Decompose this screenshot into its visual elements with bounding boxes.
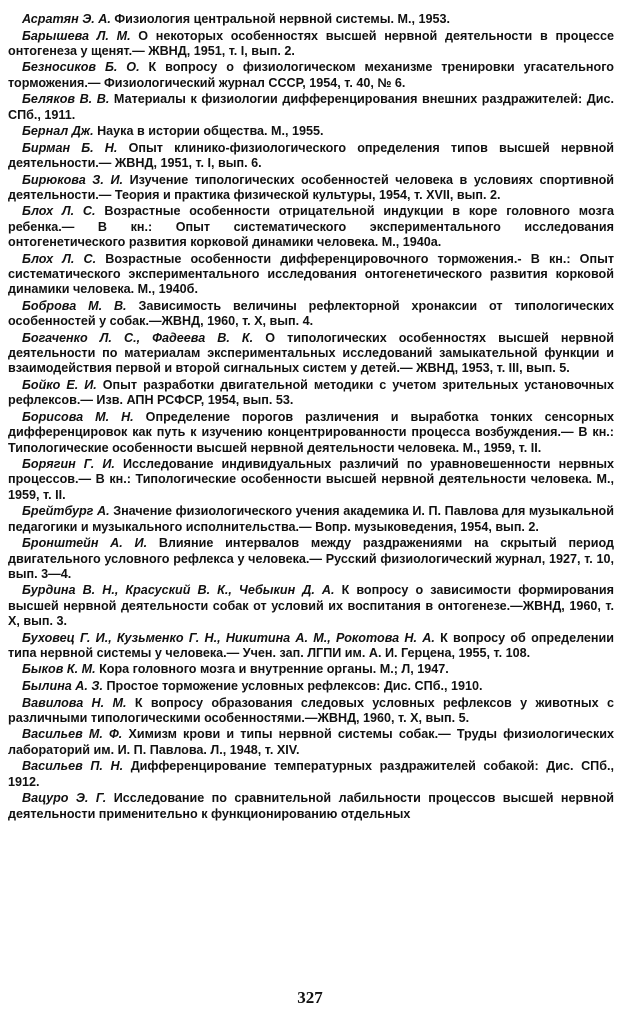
bibliography-entry	[8, 331, 614, 377]
entry-text: Опыт клинико-физиологического определения типов высшей нервной деятельности.— ЖВНД, 1951, т. I, вып. 6.	[8, 140, 615, 171]
entry-text: Исследование по сравнительной лабильности процессов высшей нервной деятельности применительно к функционированию отдельных	[8, 791, 615, 821]
entry-author: Блох Л. С.	[22, 204, 96, 219]
bibliography-entry	[8, 727, 614, 758]
entry-author: Боброва М. В.	[22, 298, 127, 313]
bibliography-entry	[8, 173, 614, 204]
entry-author: Бирман Б. Н.	[22, 140, 118, 155]
bibliography-entry	[8, 631, 614, 662]
entry-author: Богаченко Л. С., Фадеева В. К.	[22, 330, 254, 345]
entry-text: К вопросу о физиологическом механизме тренировки угасательного торможения.— Физиологический журнал СССР, 1954, т. 40, № 6.	[8, 60, 614, 90]
entry-text: Физиология центральной нервной системы. М., 1953.	[114, 12, 451, 26]
entry-author: Бурдина В. Н., Красуский В. К., Чебыкин Д. А.	[22, 583, 335, 598]
entry-text: Наука в истории общества. М., 1955.	[97, 124, 324, 139]
bibliography-list	[8, 12, 614, 823]
bibliography-entry	[8, 141, 614, 172]
entry-author: Былина А. З.	[22, 679, 103, 693]
bibliography-entry	[8, 696, 614, 727]
entry-author: Бирюкова З. И.	[22, 172, 124, 187]
bibliography-entry	[8, 204, 614, 250]
entry-author: Бронштейн А. И.	[22, 536, 148, 551]
entry-text: Значение физиологического учения академика И. П. Павлова для музыкальной педагогики и музыкального исполнительства.— Вопр. музыковедения, 1954, вып. 2.	[8, 504, 614, 534]
bibliography-entry	[8, 12, 614, 27]
bibliography-entry	[8, 378, 614, 409]
entry-author: Бернал Дж.	[22, 124, 94, 139]
entry-author: Безносиков Б. О.	[22, 60, 140, 75]
entry-text: Изучение типологических особенностей человека в условиях спортивной деятельности.— Теория и практика физической культуры, 1954, т. XVII, вып. 2.	[8, 172, 615, 202]
bibliography-entry	[8, 124, 614, 139]
entry-text: Материалы к физиологии дифференцирования внешних раздражителей: Дис. СПб., 1911.	[8, 92, 614, 122]
bibliography-entry	[8, 29, 614, 60]
entry-author: Вацуро Э. Г.	[22, 791, 107, 806]
bibliography-entry	[8, 410, 614, 456]
entry-author: Бойко Е. И.	[22, 377, 97, 392]
entry-author: Блох Л. С.	[22, 251, 97, 266]
page-number: 327	[297, 988, 323, 1007]
entry-text: Зависимость величины рефлекторной хронаксии от типологических особенностей у собак.—ЖВНД, 1960, т. X, вып. 4.	[8, 298, 614, 329]
entry-author: Борягин Г. И.	[22, 457, 115, 472]
entry-author: Васильев П. Н.	[22, 759, 124, 774]
bibliography-entry	[8, 60, 614, 91]
bibliography-entry	[8, 662, 614, 677]
entry-author: Борисова М. Н.	[22, 409, 134, 424]
entry-text: Влияние интервалов между раздражениями на скрытый период двигательного условного рефлекса у человека.— Русский физиологический журнал, 1927, т. 10, вып. 3—4.	[8, 536, 615, 581]
entry-text: К вопросу образования следовых условных рефлексов у животных с различными типологическими особенностями.—ЖВНД, 1960, т. X, вып. 5.	[8, 695, 614, 725]
entry-author: Асратян Э. А.	[22, 12, 111, 26]
bibliography-entry	[8, 457, 614, 503]
bibliography-entry	[8, 92, 614, 123]
bibliography-entry	[8, 791, 614, 822]
entry-text: Дифференцирование температурных раздражителей собакой: Дис. СПб., 1912.	[8, 759, 615, 789]
entry-text: Простое торможение условных рефлексов: Дис. СПб., 1910.	[106, 679, 483, 693]
entry-text: О типологических особенностях высшей нервной деятельности по материалам экспериментальных исследований замыкательной функции и взаимодействия первой и второй сигнальных систем у детей.— ЖВНД, 1953, т. III, вып. 5.	[8, 330, 614, 376]
entry-author: Быков К. М.	[22, 662, 96, 677]
bibliography-entry	[8, 299, 614, 330]
entry-text: Химизм крови и типы нервной системы собак.— Труды физиологических лабораторий им. И. П. Павлова. Л., 1948, т. XIV.	[8, 727, 614, 757]
entry-author: Буховец Г. И., Кузьменко Г. Н., Никитина А. М., Рокотова Н. А.	[22, 630, 435, 645]
entry-text: К вопросу о зависимости формирования высшей нервной деятельности собак от условий их воспитания в онтогенезе.—ЖВНД, 1960, т. X, вып. 3.	[8, 583, 614, 629]
bibliography-entry	[8, 536, 614, 582]
entry-text: Опыт разработки двигательной методики с учетом зрительных установочных рефлексов.— Изв. АПН РСФСР, 1954, вып. 53.	[8, 377, 614, 408]
entry-author: Беляков В. В.	[22, 92, 110, 107]
entry-author: Брейтбург А.	[22, 504, 110, 519]
entry-text: О некоторых особенностях высшей нервной деятельности в процессе онтогенеза у щенят.— ЖВНД, 1951, т. I, вып. 2.	[8, 28, 615, 58]
entry-author: Барышева Л. М.	[22, 28, 131, 43]
entry-text: Возрастные особенности дифференцировочного торможения.- В кн.: Опыт систематического экспериментального исследования онтогенетического развития корковой динамики человека. М., 1940б.	[8, 251, 614, 297]
bibliography-entry	[8, 583, 614, 629]
entry-author: Васильев М. Ф.	[22, 727, 123, 742]
bibliography-entry	[8, 504, 614, 535]
entry-text: Кора головного мозга и внутренние органы. М.; Л, 1947.	[99, 662, 449, 677]
bibliography-entry	[8, 252, 614, 298]
entry-text: Возрастные особенности отрицательной индукции в коре головного мозга ребенка.— В кн.: Опыт систематического экспериментального исследования онтогенетического развития корковой динамики человека. М., 1940а.	[8, 204, 614, 250]
entry-text: К вопросу об определении типа нервной системы у человека.— Учен. зап. ЛГПИ им. А. И. Герцена, 1955, т. 108.	[8, 630, 614, 660]
entry-text: Определение порогов различения и выработка тонких сенсорных дифференцировок как путь к изучению концентрированности процесса возбуждения.— В кн.: Типологические особенности высшей нервной деятельности человека. М., 1959, т. II.	[8, 409, 615, 455]
entry-text: Исследование индивидуальных различий по уравновешенности нервных процессов.— В кн.: Типологические особенности высшей нервной деятельности человека. М., 1959, т. II.	[8, 457, 614, 502]
entry-author: Вавилова Н. М.	[22, 695, 127, 710]
bibliography-entry	[8, 679, 614, 694]
bibliography-entry	[8, 759, 614, 790]
